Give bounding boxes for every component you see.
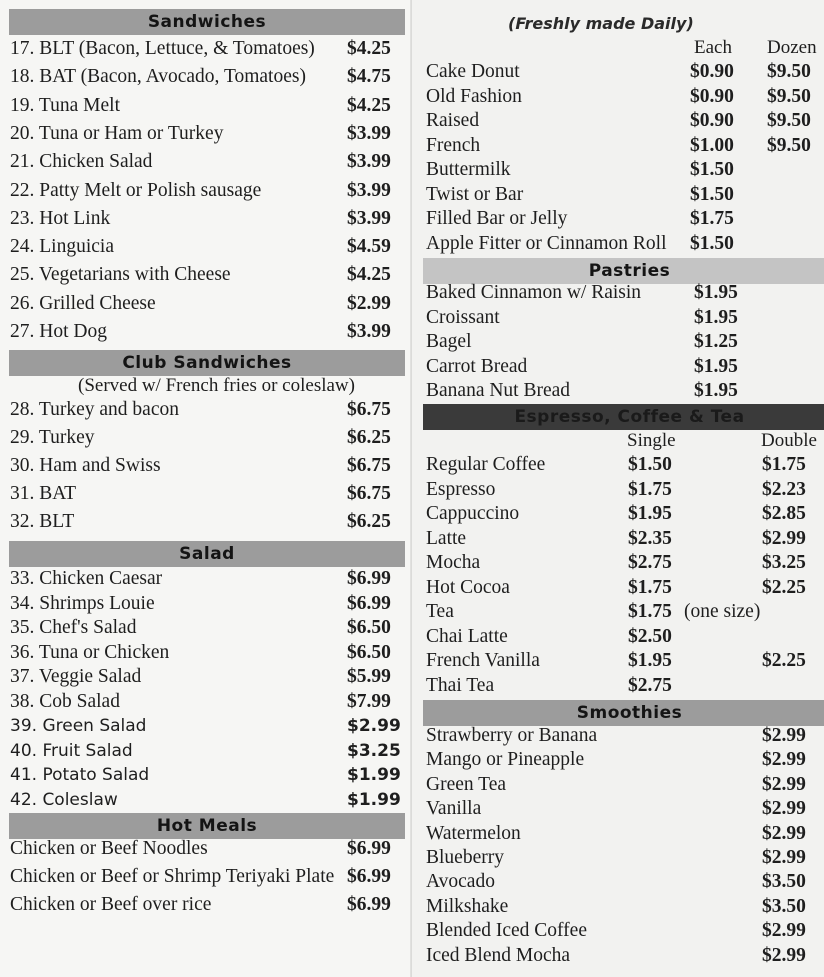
menu-item-name: 26. Grilled Cheese [10,292,156,314]
menu-item-price: $4.25 [347,264,391,286]
menu-item-name: 31. BAT [10,483,77,504]
menu-item-row [10,235,410,259]
menu-item-price-single: $2.50 [628,625,672,647]
menu-item-name: 30. Ham and Swiss [10,455,161,476]
menu-item-name: Strawberry or Banana [426,725,598,746]
menu-item-row [426,478,824,502]
menu-item-name: 41. Potato Salad [10,765,150,785]
menu-item-price: $5.99 [347,666,391,687]
menu-item-name: Tea [426,601,454,622]
menu-item-name: French Vanilla [426,650,540,671]
menu-item-row [426,674,824,698]
donuts-col-dozen: Dozen [767,37,817,58]
section-header-hot-meals: Hot Meals [9,813,405,839]
menu-item-row [426,232,824,256]
menu-item-name: Vanilla [426,798,482,820]
menu-item-price-single: $1.75 [628,478,672,500]
coffee-col-single: Single [627,430,676,451]
menu-item-name: Bagel [426,331,472,352]
menu-item-name: Twist or Bar [426,183,524,205]
club-sandwiches-subtitle: (Served w/ French fries or coleslaw) [78,375,355,396]
menu-item-name: Espresso [426,478,496,500]
menu-item-price-double: $2.23 [762,478,806,500]
menu-item-name: Raised [426,110,480,131]
menu-item-price: $2.99 [762,944,806,966]
donuts-col-each: Each [694,37,732,58]
section-header-salad: Salad [9,541,405,567]
menu-item-price-single: $2.75 [628,552,672,573]
menu-item-price: $7.99 [347,690,391,712]
menu-item-name: Regular Coffee [426,454,546,475]
menu-item-row [10,320,410,344]
menu-item-row [426,183,824,207]
menu-item-row [426,625,824,649]
menu-item-price: $2.99 [347,716,401,736]
menu-item-price-single: $1.50 [628,454,672,475]
menu-item-row [10,482,410,506]
menu-item-price-single: $1.75 [628,576,672,598]
menu-item-row [10,65,410,89]
menu-item-price-each: $1.50 [690,159,734,180]
menu-item-price: $3.50 [762,871,806,893]
menu-item-price-each: $1.50 [690,183,734,205]
menu-item-row [426,944,824,968]
menu-item-price: $6.50 [347,617,391,638]
menu-item-price: $6.99 [347,568,391,589]
menu-item-row [426,870,824,894]
menu-item-price: $2.99 [762,822,806,844]
menu-item-price-single: $2.75 [628,674,672,696]
menu-item-price: $1.95 [694,282,738,303]
menu-item-name: 17. BLT (Bacon, Lettuce, & Tomatoes) [10,38,315,59]
menu-item-price: $3.99 [347,321,391,342]
menu-item-name: 42. Coleslaw [10,789,118,810]
menu-item-row [426,724,824,748]
menu-item-price: $3.99 [347,207,391,229]
menu-item-row [426,109,824,133]
menu-item-price: $2.99 [762,798,806,820]
menu-item-name: 27. Hot Dog [10,321,107,342]
menu-item-name: Blended Iced Coffee [426,920,587,942]
menu-item-price: $3.99 [347,151,391,173]
menu-item-name: 23. Hot Link [10,207,111,229]
menu-item-row [426,85,824,109]
menu-item-price: $4.59 [347,236,391,258]
menu-item-name: Mango or Pineapple [426,749,585,771]
menu-item-price: $1.95 [694,380,738,401]
menu-item-row [426,355,824,379]
menu-item-name: 33. Chicken Caesar [10,568,163,589]
menu-item-row [426,576,824,600]
menu-item-row [426,158,824,182]
menu-item-row [426,919,824,943]
menu-item-row [10,865,410,889]
menu-item-name: 37. Veggie Salad [10,666,142,687]
menu-item-row [426,797,824,821]
menu-item-row [10,292,410,316]
menu-item-row [10,122,410,146]
menu-item-name: Chicken or Beef over rice [10,894,212,915]
menu-item-price-double: $3.25 [762,552,806,573]
menu-item-price: $6.99 [347,894,391,915]
menu-item-price: $2.99 [762,847,806,868]
menu-item-row [426,527,824,551]
menu-item-name: Croissant [426,306,500,328]
menu-item-price: $6.99 [347,866,391,887]
menu-item-row [426,306,824,330]
menu-item-name: Cake Donut [426,61,520,82]
menu-item-row [426,379,824,403]
menu-item-price: $6.99 [347,838,391,859]
menu-item-row [426,281,824,305]
menu-item-price: $3.99 [347,122,391,144]
menu-item-name: 35. Chef's Salad [10,617,137,638]
menu-item-row [10,207,410,231]
menu-item-price: $6.50 [347,641,391,663]
menu-item-name: Chicken or Beef Noodles [10,838,208,859]
menu-item-price-single: $1.75 [628,601,672,622]
section-header-club-sandwiches: Club Sandwiches [9,350,405,376]
menu-item-row [10,426,410,450]
menu-item-price: $1.95 [694,355,738,377]
menu-item-price-dozen: $9.50 [767,61,811,82]
menu-item-row [426,846,824,870]
menu-item-row [10,714,410,738]
menu-item-row [426,551,824,575]
menu-item-row [10,739,410,763]
menu-item-price: $6.25 [347,511,391,532]
menu-item-price: $2.99 [762,725,806,746]
menu-item-row [10,567,410,591]
menu-item-row [10,398,410,422]
menu-item-price: $2.99 [762,749,806,771]
menu-item-price-double: $2.25 [762,576,806,598]
section-header-smoothies: Smoothies [423,700,824,726]
menu-item-price-each: $1.75 [690,208,734,229]
menu-item-row [10,150,410,174]
menu-item-price-each: $1.50 [690,232,734,254]
menu-item-price-each: $0.90 [690,85,734,107]
menu-item-name: 25. Vegetarians with Cheese [10,264,231,286]
menu-item-name: Iced Blend Mocha [426,944,571,966]
menu-item-name: 20. Tuna or Ham or Turkey [10,122,224,144]
menu-item-name: Thai Tea [426,674,495,696]
menu-item-price: $1.99 [347,765,401,785]
menu-item-row [10,510,410,534]
menu-item-price-double: $2.99 [762,527,806,549]
menu-item-price: $1.25 [694,331,738,352]
menu-item-price-single: $1.95 [628,503,672,524]
menu-item-row [426,600,824,624]
menu-item-name: Buttermilk [426,159,511,180]
menu-item-price-each: $0.90 [690,110,734,131]
menu-item-name: 29. Turkey [10,427,95,448]
section-header-pastries: Pastries [423,258,824,284]
menu-item-price: $6.99 [347,592,391,614]
menu-item-name: 38. Cob Salad [10,690,120,712]
menu-item-price: $3.25 [347,740,401,761]
menu-item-price: $1.95 [694,306,738,328]
menu-item-row [10,763,410,787]
menu-item-row [10,893,410,917]
menu-item-price: $2.99 [762,773,806,795]
menu-item-price: $6.75 [347,455,391,476]
menu-item-price: $6.25 [347,427,391,448]
menu-item-name: Watermelon [426,822,521,844]
menu-item-row [426,895,824,919]
menu-item-price: $3.50 [762,895,806,917]
menu-item-name: Banana Nut Bread [426,380,571,401]
menu-item-price: $2.99 [762,920,806,942]
menu-item-name: 22. Patty Melt or Polish sausage [10,179,262,201]
donuts-freshly-made-note: (Freshly made Daily) [508,14,694,33]
menu-item-name: 21. Chicken Salad [10,151,153,173]
section-header-espresso-coffee-tea: Espresso, Coffee & Tea [423,404,824,430]
menu-item-size-note: (one size) [684,601,761,622]
menu-item-name: 36. Tuna or Chicken [10,641,170,663]
menu-item-name: 24. Linguicia [10,236,114,258]
menu-item-row [10,641,410,665]
menu-item-price-dozen: $9.50 [767,85,811,107]
menu-item-name: Milkshake [426,895,509,917]
menu-item-price-double: $2.25 [762,650,806,671]
section-header-sandwiches: Sandwiches [9,9,405,35]
menu-item-row [426,330,824,354]
menu-item-price-dozen: $9.50 [767,110,811,131]
menu-item-name: 39. Green Salad [10,716,147,736]
menu-item-row [426,822,824,846]
menu-item-row [10,94,410,118]
menu-item-name: Filled Bar or Jelly [426,208,568,229]
menu-item-name: French [426,134,481,156]
menu-item-name: Latte [426,527,467,549]
menu-item-name: 18. BAT (Bacon, Avocado, Tomatoes) [10,66,306,88]
menu-item-row [10,37,410,61]
menu-item-row [426,773,824,797]
menu-item-price-dozen: $9.50 [767,134,811,156]
menu-item-row [10,592,410,616]
menu-item-price: $4.25 [347,94,391,116]
menu-item-row [426,502,824,526]
menu-item-row [10,690,410,714]
menu-item-name: 19. Tuna Melt [10,94,120,116]
menu-item-price: $6.75 [347,399,391,420]
menu-item-price: $4.75 [347,66,391,88]
menu-item-price: $4.25 [347,38,391,59]
menu-item-row [426,453,824,477]
menu-item-row [426,60,824,84]
menu-item-name: Green Tea [426,773,507,795]
menu-item-name: Carrot Bread [426,355,528,377]
coffee-col-double: Double [761,430,817,451]
menu-item-price-double: $2.85 [762,503,806,524]
menu-item-name: Cappuccino [426,503,520,524]
menu-item-row [426,207,824,231]
menu-item-name: Mocha [426,552,481,573]
menu-item-name: Apple Fitter or Cinnamon Roll [426,232,667,254]
menu-item-name: Chicken or Beef or Shrimp Teriyaki Plate [10,866,335,887]
menu-item-price-each: $0.90 [690,61,734,82]
menu-item-row [10,263,410,287]
menu-item-price: $2.99 [347,292,391,314]
menu-item-row [426,134,824,158]
menu-item-price: $1.99 [347,789,401,810]
menu-item-name: Old Fashion [426,85,522,107]
menu-item-row [10,616,410,640]
menu-item-row [426,649,824,673]
menu-item-name: Chai Latte [426,625,508,647]
menu-item-name: 32. BLT [10,511,75,532]
menu-item-name: Avocado [426,871,495,893]
menu-item-price-single: $2.35 [628,527,672,549]
menu-item-name: Hot Cocoa [426,576,510,598]
menu-item-name: Blueberry [426,847,504,868]
menu-item-name: Baked Cinnamon w/ Raisin [426,282,642,303]
menu-item-price-single: $1.95 [628,650,672,671]
menu-item-name: 28. Turkey and bacon [10,399,179,420]
menu-item-price: $6.75 [347,483,391,504]
right-menu-page [412,0,824,977]
menu-item-row [10,454,410,478]
menu-item-price: $3.99 [347,179,391,201]
menu-item-name: 34. Shrimps Louie [10,592,155,614]
menu-item-name: 40. Fruit Salad [10,740,133,761]
menu-item-price-each: $1.00 [690,134,734,156]
menu-item-row [10,788,410,812]
menu-item-row [10,837,410,861]
menu-item-row [426,748,824,772]
menu-item-price-double: $1.75 [762,454,806,475]
menu-item-row [10,179,410,203]
menu-item-row [10,665,410,689]
